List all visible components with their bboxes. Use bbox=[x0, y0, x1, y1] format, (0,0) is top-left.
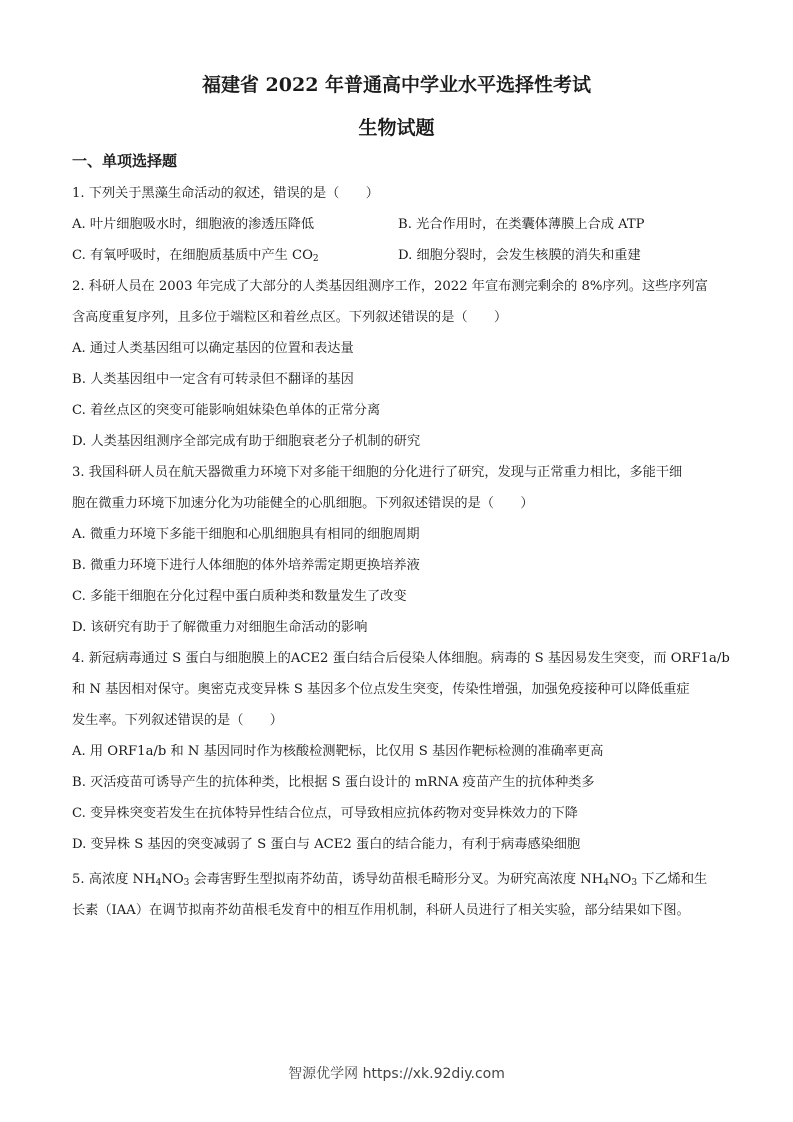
question-4-option-c: C. 变异株突变若发生在抗体特异性结合位点，可导致相应抗体药物对变异株效力的下降 bbox=[72, 806, 578, 821]
question-1-option-c bbox=[72, 244, 319, 264]
question-5-stem-line-2: 长素（IAA）在调节拟南芥幼苗根毛发育中的相互作用机制，科研人员进行了相关实验，部分结果如下图。 bbox=[72, 903, 690, 918]
question-4-stem-line-2: 和 N 基因相对保守。奥密克戎变异株 S 基因多个位点发生突变，传染性增强，加强免疫接种可以降低重症 bbox=[72, 682, 690, 697]
text-fragment: 5. 高浓度 NH bbox=[72, 872, 156, 887]
text-fragment: 下乙烯和生 bbox=[637, 872, 708, 887]
question-5-stem-line-1 bbox=[72, 868, 707, 888]
question-3-option-d: D. 该研究有助于了解微重力对细胞生命活动的影响 bbox=[72, 620, 368, 635]
question-3-option-b: B. 微重力环境下进行人体细胞的体外培养需定期更换培养液 bbox=[72, 558, 420, 573]
question-2-option-a: A. 通过人类基因组可以确定基因的位置和表达量 bbox=[72, 341, 354, 356]
subscript: 3 bbox=[183, 878, 190, 888]
question-2-option-d: D. 人类基因组测序全部完成有助于细胞衰老分子机制的研究 bbox=[72, 434, 421, 449]
question-3-option-a: A. 微重力环境下多能干细胞和心肌细胞具有相同的细胞周期 bbox=[72, 527, 420, 542]
question-1-stem: 1. 下列关于黑藻生命活动的叙述，错误的是（ ） bbox=[72, 186, 379, 201]
question-2-option-c: C. 着丝点区的突变可能影响姐妹染色单体的正常分离 bbox=[72, 403, 381, 418]
question-4-stem-line-1: 4. 新冠病毒通过 S 蛋白与细胞膜上的ACE2 蛋白结合后侵染人体细胞。病毒的 S 基因易发生突变，而 ORF1a/b bbox=[72, 651, 730, 666]
question-4-stem-line-3: 发生率。下列叙述错误的是（ ） bbox=[72, 713, 283, 728]
question-4-option-a: A. 用 ORF1a/b 和 N 基因同时作为核酸检测靶标，比仅用 S 基因作靶标检测的准确率更高 bbox=[72, 744, 604, 759]
section-heading: 一、单项选择题 bbox=[72, 152, 178, 170]
question-1-option-c-text: C. 有氧呼吸时，在细胞质基质中产生 CO bbox=[72, 248, 313, 263]
text-fragment: NO bbox=[609, 872, 632, 887]
subscript: 4 bbox=[603, 878, 609, 888]
text-fragment: 会毒害野生型拟南芥幼苗，诱导幼苗根毛畸形分叉。为研究高浓度 NH bbox=[189, 872, 604, 887]
question-2-option-b: B. 人类基因组中一定含有可转录但不翻译的基因 bbox=[72, 372, 354, 387]
question-3-option-c: C. 多能干细胞在分化过程中蛋白质种类和数量发生了改变 bbox=[72, 589, 407, 604]
question-1-option-a: A. 叶片细胞吸水时，细胞液的渗透压降低 bbox=[72, 217, 315, 232]
question-3-stem-line-2: 胞在微重力环境下加速分化为功能健全的心肌细胞。下列叙述错误的是（ ） bbox=[72, 496, 534, 511]
page-subtitle: 生物试题 bbox=[358, 117, 435, 139]
question-4-option-b: B. 灭活疫苗可诱导产生的抗体种类，比根据 S 蛋白设计的 mRNA 疫苗产生的抗体种类多 bbox=[72, 775, 595, 790]
subscript: 3 bbox=[631, 878, 638, 888]
question-4-option-d: D. 变异株 S 基因的突变减弱了 S 蛋白与 ACE2 蛋白的结合能力，有利于病毒感染细胞 bbox=[72, 837, 581, 852]
subscript: 4 bbox=[155, 878, 162, 888]
subscript: 2 bbox=[312, 254, 319, 264]
text-fragment: NO bbox=[161, 872, 184, 887]
footer-watermark: 智源优学网 https://xk.92diy.com bbox=[288, 1066, 505, 1082]
question-3-stem-line-1: 3. 我国科研人员在航天器微重力环境下对多能干细胞的分化进行了研究，发现与正常重力相比，多能干细 bbox=[72, 465, 683, 480]
question-1-option-b: B. 光合作用时，在类囊体薄膜上合成 ATP bbox=[398, 217, 645, 232]
question-1-option-d: D. 细胞分裂时，会发生核膜的消失和重建 bbox=[398, 248, 641, 263]
page-title: 福建省 2022 年普通高中学业水平选择性考试 bbox=[201, 74, 592, 96]
question-2-stem-line-2: 含高度重复序列，且多位于端粒区和着丝点区。下列叙述错误的是（ ） bbox=[72, 310, 508, 325]
question-2-stem-line-1: 2. 科研人员在 2003 年完成了大部分的人类基因组测序工作，2022 年宣布测完剩余的 8%序列。这些序列富 bbox=[72, 279, 708, 294]
